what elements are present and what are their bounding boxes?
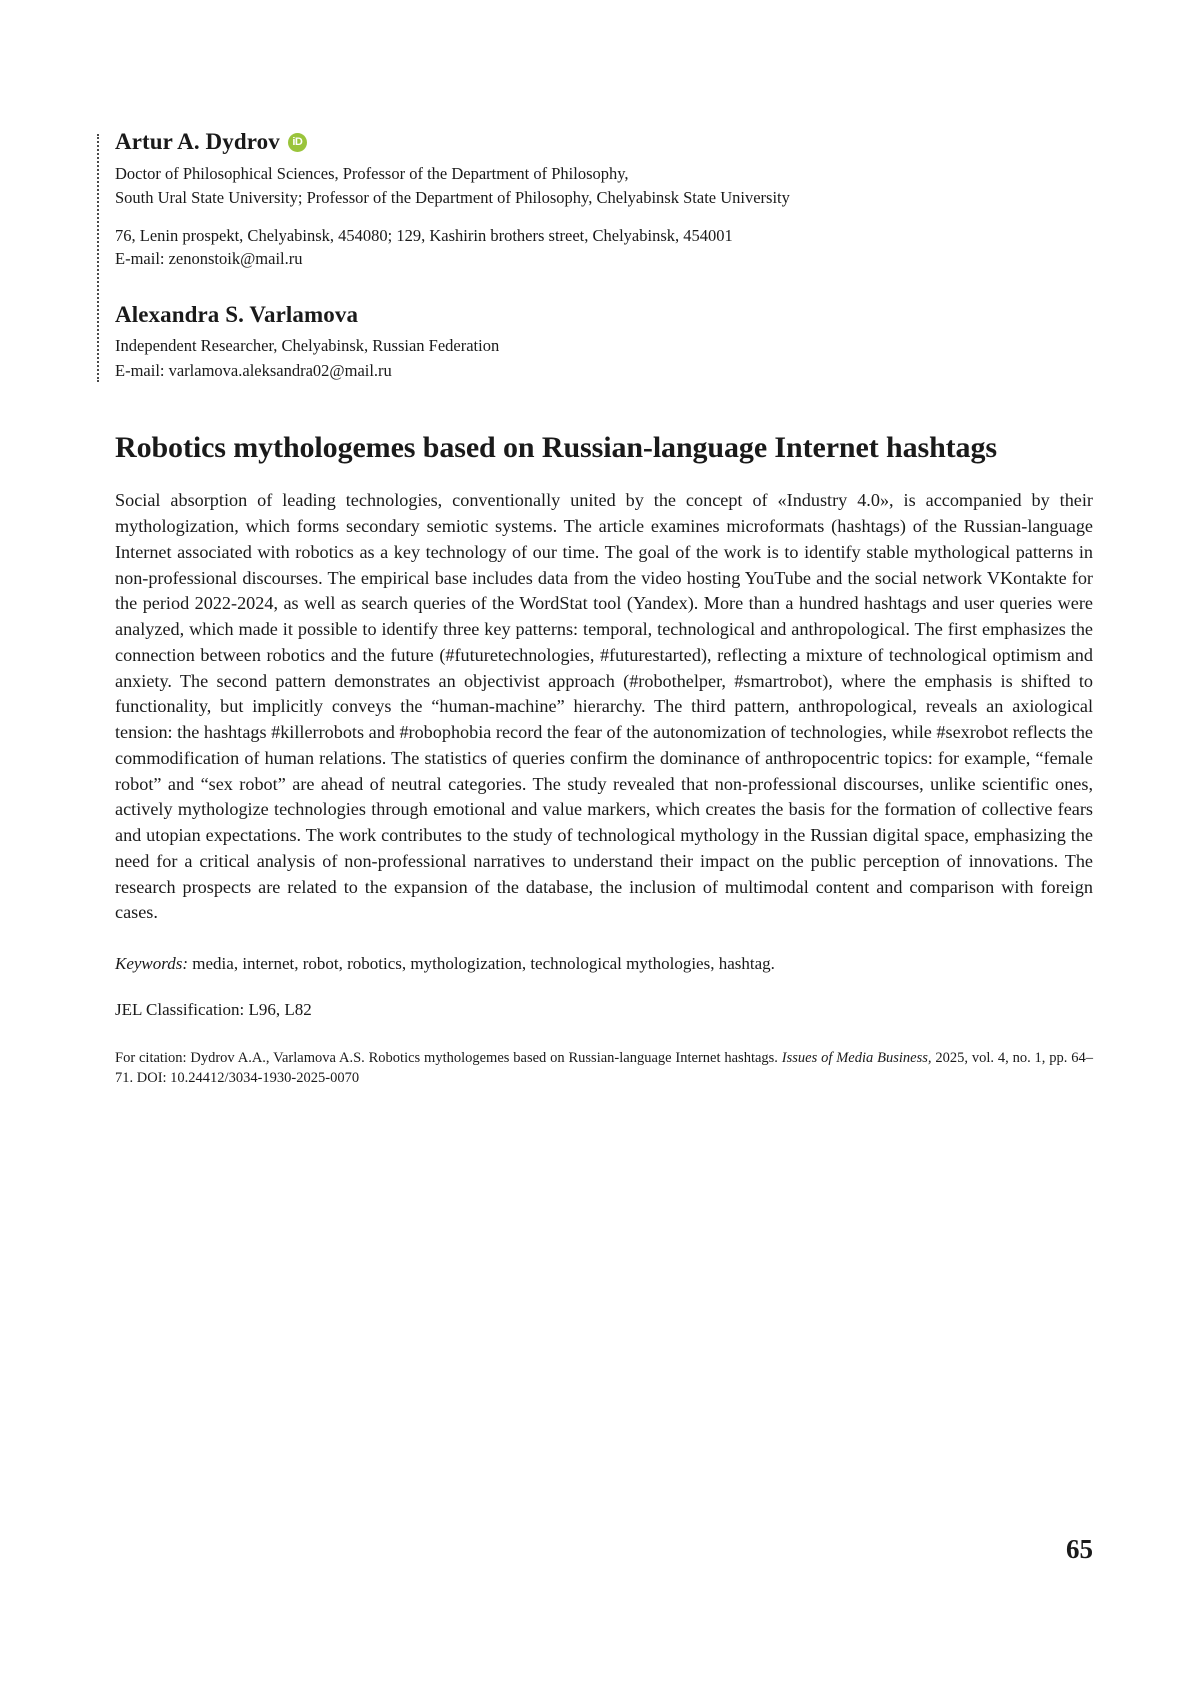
author-name-1-text: Artur A. Dydrov (115, 129, 280, 154)
author-entry-2 (115, 301, 1093, 383)
keywords (115, 952, 1093, 976)
citation-suffix: 2025, vol. 4, no. 1, pp. 64–71. DOI: 10.24412/3034-1930-2025-0070 (115, 1049, 1094, 1086)
keywords-label: Keywords: (115, 954, 189, 974)
author-1-address: 76, Lenin prospekt, Chelyabinsk, 454080; 129, Kashirin brothers street, Chelyabinsk, 454001 (115, 226, 733, 246)
orcid-icon[interactable]: iD (288, 133, 307, 152)
author-entry-1 (115, 128, 1093, 271)
author-1-email[interactable]: E-mail: zenonstoik@mail.ru (115, 248, 303, 268)
citation (115, 1048, 1093, 1089)
authors-block (115, 128, 1093, 383)
jel-classification: JEL Classification: L96, L82 (115, 999, 312, 1019)
author-1-affiliation-line2: South Ural State University; Professor of the Department of Philosophy, Chelyabinsk State University (115, 188, 790, 208)
author-name-1 (115, 128, 1093, 156)
decorative-dotted-rule (97, 134, 99, 382)
citation-prefix: For citation: Dydrov A.A., Varlamova A.S. Robotics mythologemes based on Russian-language Internet hashtags. (115, 1049, 782, 1066)
spacer (115, 271, 1093, 301)
author-1-affiliation-line1: Doctor of Philosophical Sciences, Professor of the Department of Philosophy, (115, 163, 629, 183)
author-2-affiliation-line1: Independent Researcher, Chelyabinsk, Russian Federation (115, 336, 500, 356)
abstract-text: Social absorption of leading technologies, conventionally united by the concept of «Industry 4.0», is accompanied by their mythologization, which forms secondary semiotic systems. The article examines microformats (hashtags) of the Russian-language Internet associated with robotics as a key technology of our time. The goal of the work is to identify stable mythological patterns in non-professional discourses. The empirical base includes data from the video hosting YouTube and the social network VKontakte for the period 2022-2024, as well as search queries of the WordStat tool (Yandex). More than a hundred hashtags and user queries were analyzed, which made it possible to identify three key patterns: temporal, technological and anthropological. The first emphasizes the connection between robotics and the future (#futuretechnologies, #futurestarted), reflecting a mixture of technological optimism and anxiety. The second pattern demonstrates an objectivist approach (#robothelper, #smartrobot), where the emphasis is shifted to functionality, but implicitly conveys the “human-machine” hierarchy. The third pattern, anthropological, reveals an axiological tension: the hashtags #killerrobots and #robophobia record the fear of the autonomization of technologies, while #sexrobot reflects the commodification of human relations. The statistics of queries confirm the dominance of anthropocentric topics: for example, “female robot” and “sex robot” are ahead of neutral categories. The study revealed that non-professional discourses, unlike scientific ones, actively mythologize technologies through emotional and value markers, which creates the basis for the formation of collective fears and utopian expectations. The work contributes to the study of technological mythology in the Russian digital space, emphasizing the need for a critical analysis of non-professional narratives to understand their impact on the public perception of innovations. The research prospects are related to the expansion of the database, the inclusion of multimodal content and comparison with foreign cases. (115, 490, 1093, 923)
citation-journal: Issues of Media Business, (781, 1049, 932, 1066)
page-title: Robotics mythologemes based on Russian-language Internet hashtags (115, 430, 997, 464)
author-2-email[interactable]: E-mail: varlamova.aleksandra02@mail.ru (115, 361, 392, 381)
article-content (115, 128, 1093, 1088)
keywords-value: media, internet, robot, robotics, mythologization, technological mythologies, hashtag. (188, 954, 775, 974)
author-name-2 (115, 301, 1093, 329)
page-number: 65 (1066, 1534, 1093, 1564)
spacer (115, 212, 1093, 225)
author-name-2-text: Alexandra S. Varlamova (115, 301, 359, 327)
